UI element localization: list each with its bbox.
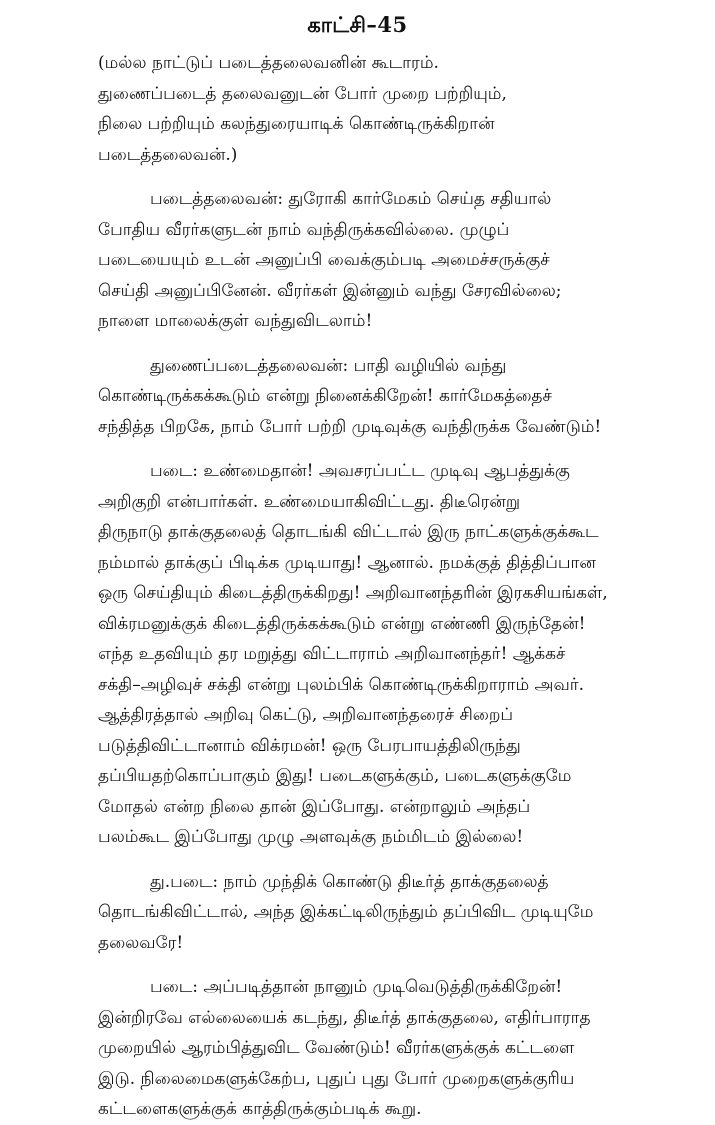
dialogue-paragraph (98, 351, 682, 443)
dialogue-line: சக்தி–அழிவுச் சக்தி என்று புலம்பிக் கொண்டிருக்கிறாராம் அவர். (98, 674, 584, 695)
dialogue-line: விக்ரமனுக்குக் கிடைத்திருக்கக்கூடும் என்று எண்ணி இருந்தேன்! (98, 613, 586, 634)
dialogue-paragraph (98, 867, 682, 959)
stage-direction-line: துணைப்படைத் தலைவனுடன் போர் முறை பற்றியும், (98, 83, 507, 104)
dialogue-line: பலம்கூட இப்போது முழு அளவுக்கு நம்மிடம் இல்லை! (98, 827, 524, 847)
dialogue-line: தப்பியதற்கொப்பாகும் இது! படைகளுக்கும், படைகளுக்குமே (98, 766, 572, 786)
dialogue-line: திருநாடு தாக்குதலைத் தொடங்கி விட்டால் இரு நாட்களுக்குக்கூட (98, 522, 599, 542)
dialogue-line: நாளை மாலைக்குள் வந்துவிடலாம்! (98, 311, 373, 331)
stage-direction (98, 48, 682, 170)
dialogue-line: துணைப்படைத்தலைவன்: பாதி வழியில் வந்து (150, 355, 507, 376)
stage-direction-line: (மல்ல நாட்டுப் படைத்தலைவனின் கூடாரம். (98, 53, 439, 73)
dialogue-line: கட்டளைகளுக்குக் காத்திருக்கும்படிக் கூறு. (98, 1099, 422, 1119)
dialogue-line: படை: உண்மைதான்! அவசரப்பட்ட முடிவு ஆபத்துக்கு (150, 461, 570, 481)
dialogue-line: படுத்திவிட்டானாம் விக்ரமன்! ஒரு பேரபாயத்திலிருந்து (98, 735, 521, 756)
dialogue-line: இடு. நிலைமைகளுக்கேற்ப, புதுப் புது போர் முறைகளுக்குரிய (98, 1068, 575, 1089)
dialogue-line: படையையும் உடன் அனுப்பி வைக்கும்படி அமைச்சருக்குச் (98, 250, 550, 270)
dialogue-line: ஆத்திரத்தால் அறிவு கெட்டு, அறிவானந்தரைச் சிறைப் (98, 705, 514, 725)
dialogue-line: கொண்டிருக்கக்கூடும் என்று நினைக்கிறேன்! கார்மேகத்தைச் (98, 386, 552, 406)
dialogue-line: ஒரு செய்தியும் கிடைத்திருக்கிறது! அறிவானந்தரின் இரகசியங்கள், (98, 583, 608, 603)
scene-heading: காட்சி–45 (307, 12, 408, 37)
dialogue-paragraph (98, 456, 682, 853)
dialogue-line: அறிகுறி என்பார்கள். உண்மையாகிவிட்டது. திடீரென்று (98, 491, 521, 512)
dialogue-line: இன்றிரவே எல்லையைக் கடந்து, திடீர்த் தாக்குதலை, எதிர்பாராத (98, 1007, 591, 1028)
page-body (98, 48, 682, 1125)
dialogue-line: து.படை: நாம் முந்திக் கொண்டு திடீர்த் தாக்குதலைத் (150, 871, 549, 892)
dialogue-line: எந்த உதவியும் தர மறுத்து விட்டாராம் அறிவானந்தர்! ஆக்கச் (98, 644, 566, 664)
dialogue-line: படைத்தலைவன்: துரோகி கார்மேகம் செய்த சதியால் (150, 189, 552, 209)
stage-direction-line: படைத்தலைவன்.) (98, 144, 238, 165)
dialogue-line: சந்தித்த பிறகே, நாம் போர் பற்றி முடிவுக்கு வந்திருக்க வேண்டும்! (98, 416, 602, 437)
dialogue-paragraph (98, 184, 682, 337)
dialogue-line: தலைவரே! (98, 932, 184, 953)
stage-direction-line: நிலை பற்றியும் கலந்துரையாடிக் கொண்டிருக்கிறான் (98, 114, 495, 134)
dialogue-line: செய்தி அனுப்பினேன். வீரர்கள் இன்னும் வந்து சேரவில்லை; (98, 280, 562, 301)
dialogue-line: போதிய வீரர்களுடன் நாம் வந்திருக்கவில்லை. முழுப் (98, 219, 510, 240)
dialogue-line: நம்மால் தாக்குப் பிடிக்க முடியாது! ஆனால். நமக்குத் தித்திப்பான (98, 552, 596, 573)
dialogue-paragraph (98, 972, 682, 1125)
dialogue-line: தொடங்கிவிட்டால், அந்த இக்கட்டிலிருந்தும் தப்பிவிட முடியுமே (98, 902, 594, 922)
dialogue-line: முறையில் ஆரம்பித்துவிட வேண்டும்! வீரர்களுக்குக் கட்டளை (98, 1038, 575, 1058)
dialogue-line: படை: அப்படித்தான் நானும் முடிவெடுத்திருக்கிறேன்! (150, 977, 563, 997)
dialogue-line: மோதல் என்ற நிலை தான் இப்போது. என்றாலும் அந்தப் (98, 796, 531, 817)
